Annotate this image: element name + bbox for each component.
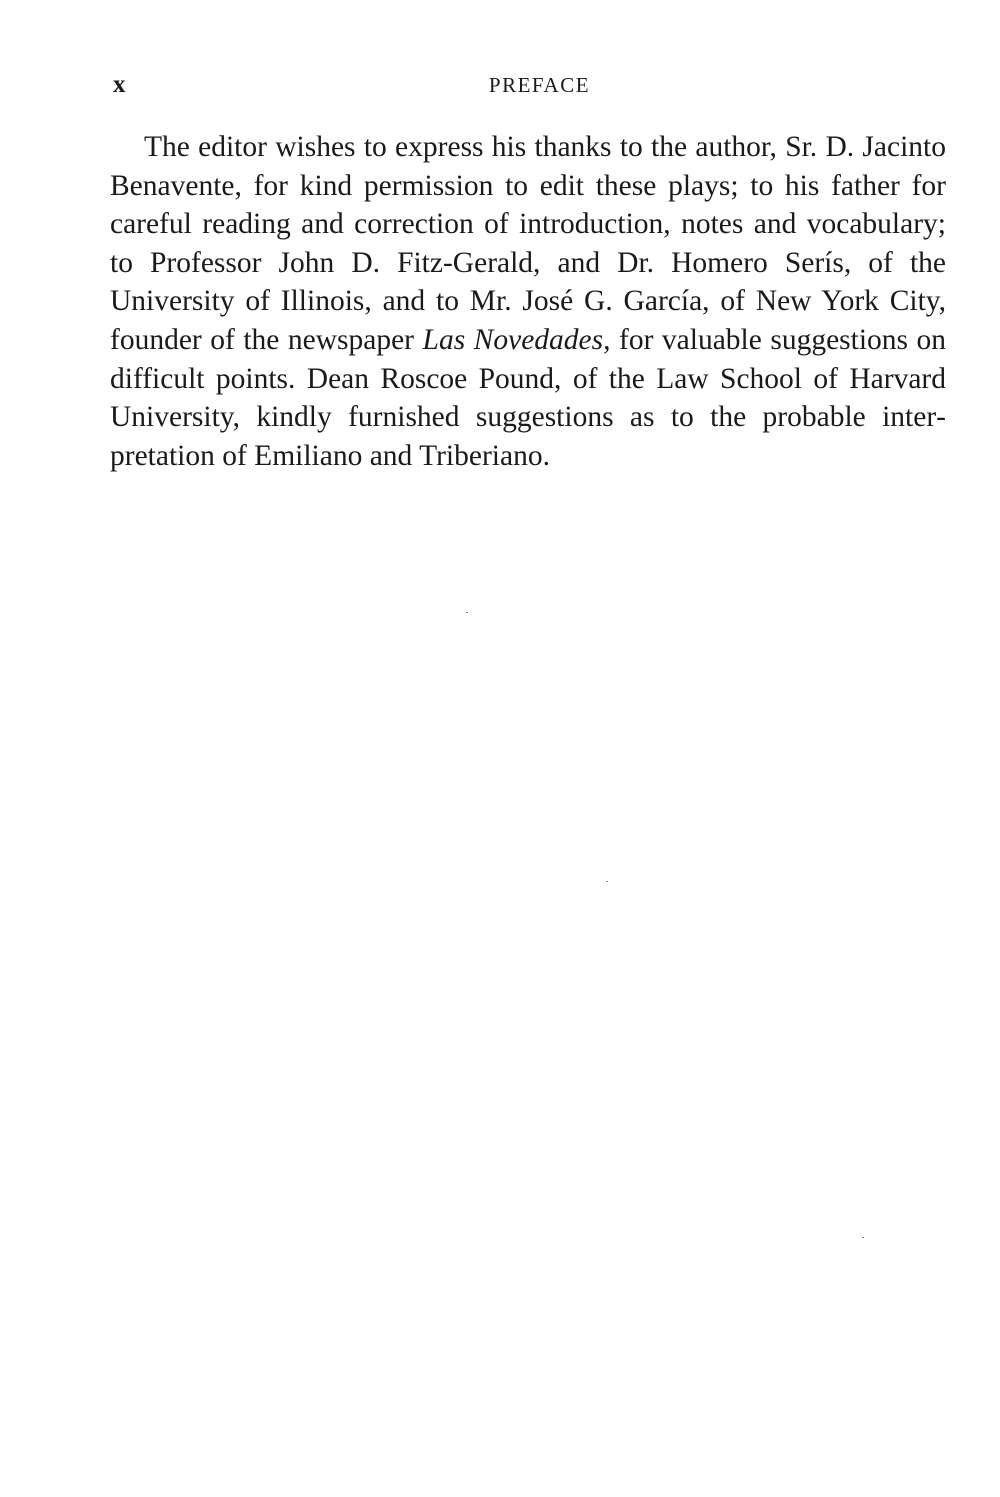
preface-paragraph [110,128,946,475]
paragraph-text-end: for valuable suggestions on difficult points. Dean Roscoe Pound, of the Law School of Harvard University, kindly furnished suggestions as to the probable interpretation of Emiliano and Triberiano. [110,323,947,472]
preface-body [110,128,946,475]
paper-speck [862,1237,864,1238]
paper-speck [466,612,468,613]
page-number: x [113,71,126,98]
running-title: PREFACE [488,73,591,97]
paper-speck [606,881,608,882]
paragraph-text-start: The editor wishes to express his thanks to the author, Sr. D. Jacinto Benavente, for kind permission to edit these plays; to his father for careful reading and correction of introduction, notes and vocabulary; to Professor John D. Fitz-Gerald, and Dr. Homero Serís, of the University of Illinois, and to Mr. José G. García, of New York City, founder of the newspaper [110,131,946,356]
newspaper-title: Las Novedades, [422,323,611,356]
running-head [113,70,946,100]
